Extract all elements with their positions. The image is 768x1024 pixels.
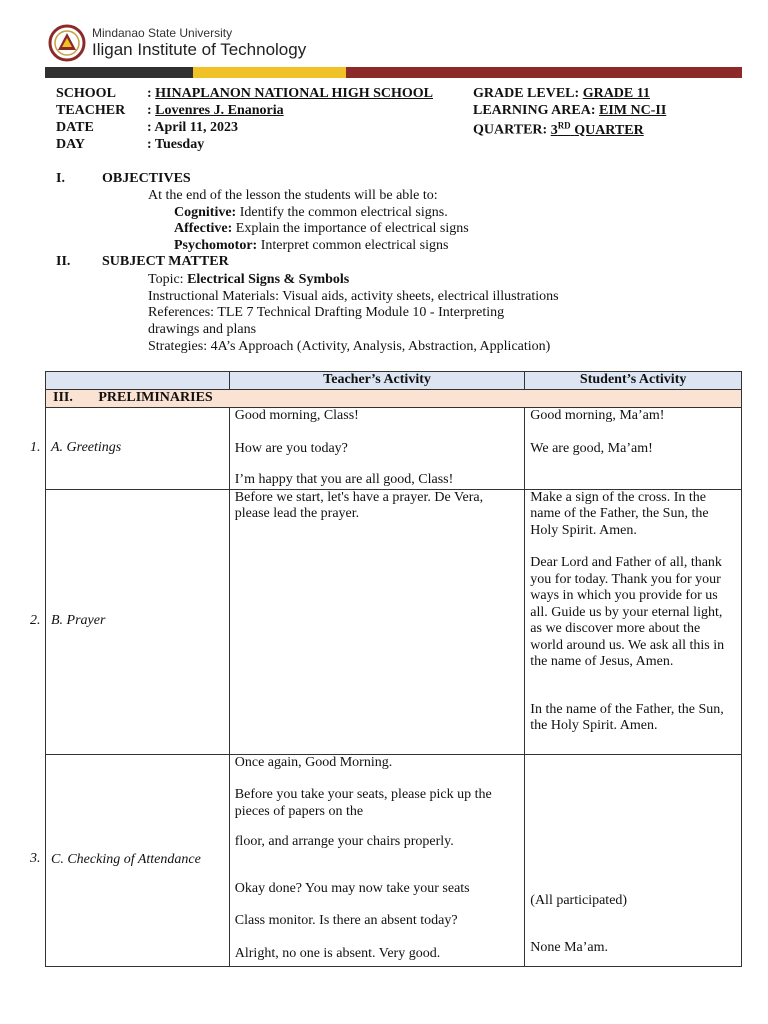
stripe-dark <box>45 67 193 78</box>
activity-label-cell: A. Greetings <box>46 408 230 490</box>
table-row <box>46 408 742 490</box>
teacher-activity-header: Teacher’s Activity <box>229 372 525 390</box>
quarter: QUARTER: 3RD QUARTER <box>473 120 644 138</box>
objective-cognitive: Cognitive: Identify the common electrical signs. <box>174 205 448 220</box>
references-line-2: drawings and plans <box>148 322 257 337</box>
row-number: 2. <box>30 613 41 628</box>
references-line-1: References: TLE 7 Technical Drafting Module 10 - Interpreting <box>148 305 505 320</box>
student-activity-cell: Good morning, Ma’am! We are good, Ma’am! <box>525 408 742 490</box>
teacher-activity-cell: Before we start, let's have a prayer. De Vera, please lead the prayer. <box>229 489 525 754</box>
grade-level: GRADE LEVEL: GRADE 11 <box>473 86 650 101</box>
strategies: Strategies: 4A’s Approach (Activity, Analysis, Abstraction, Application) <box>148 339 551 354</box>
topic: Topic: Electrical Signs & Symbols <box>148 272 350 287</box>
institute-name: Iligan Institute of Technology <box>92 40 307 59</box>
student-activity-cell: Make a sign of the cross. In the name of the Father, the Sun, the Holy Spirit. Amen. Dear Lord and Father of all, thank you for today. Thank you for your ways in which you provide for us all. Guide us by your eternal light, as we discover more about the world around us. We ask all this in the name of Jesus, Amen. In the name of the Father, the Sun, the Holy Spirit. Amen. <box>525 489 742 754</box>
objective-psychomotor: Psychomotor: Interpret common electrical signs <box>174 238 449 253</box>
stripe-gold <box>193 67 346 78</box>
teacher-activity-cell: Good morning, Class! How are you today? I’m happy that you are all good, Class! <box>229 408 525 490</box>
objectives-intro: At the end of the lesson the students will be able to: <box>148 188 438 203</box>
activity-label-cell: B. Prayer <box>46 489 230 754</box>
blank-header-cell <box>46 372 230 390</box>
subject-matter-numeral: II. <box>56 254 71 269</box>
preliminaries-row <box>46 390 742 408</box>
subject-matter-title: SUBJECT MATTER <box>102 254 229 269</box>
objectives-numeral: I. <box>56 171 65 186</box>
table-row <box>46 489 742 754</box>
student-activity-cell: (All participated) None Ma’am. <box>525 754 742 966</box>
row-number: 1. <box>30 440 41 455</box>
learning-area: LEARNING AREA: EIM NC-II <box>473 103 667 118</box>
instructional-materials: Instructional Materials: Visual aids, activity sheets, electrical illustrations <box>148 289 559 304</box>
teacher-value: : Lovenres J. Enanoria <box>147 103 284 118</box>
date-label: DATE <box>56 120 94 135</box>
activity-table <box>45 371 742 967</box>
preliminaries-cell: III. PRELIMINARIES <box>46 390 742 408</box>
teacher-label: TEACHER <box>56 103 126 118</box>
university-seal-logo <box>48 24 88 62</box>
school-label: SCHOOL <box>56 86 116 101</box>
date-value: : April 11, 2023 <box>147 120 239 135</box>
day-value: : Tuesday <box>147 137 205 152</box>
header-color-bar <box>45 67 742 78</box>
school-value: : HINAPLANON NATIONAL HIGH SCHOOL <box>147 86 434 101</box>
document-header <box>48 22 748 66</box>
row-number: 3. <box>30 851 41 866</box>
stripe-maroon <box>346 67 742 78</box>
university-name: Mindanao State University <box>92 26 233 40</box>
day-label: DAY <box>56 137 86 152</box>
table-row <box>46 754 742 966</box>
objective-affective: Affective: Explain the importance of electrical signs <box>174 221 469 236</box>
table-header-row <box>46 372 742 390</box>
teacher-activity-cell: Once again, Good Morning. Before you take your seats, please pick up the pieces of papers on the floor, and arrange your chairs properly. Okay done? You may now take your seats Class monitor. Is there an absent today? Alright, no one is absent. Very good. <box>229 754 525 966</box>
activity-label-cell: C. Checking of Attendance <box>46 754 230 966</box>
student-activity-header: Student’s Activity <box>525 372 742 390</box>
objectives-title: OBJECTIVES <box>102 171 191 186</box>
